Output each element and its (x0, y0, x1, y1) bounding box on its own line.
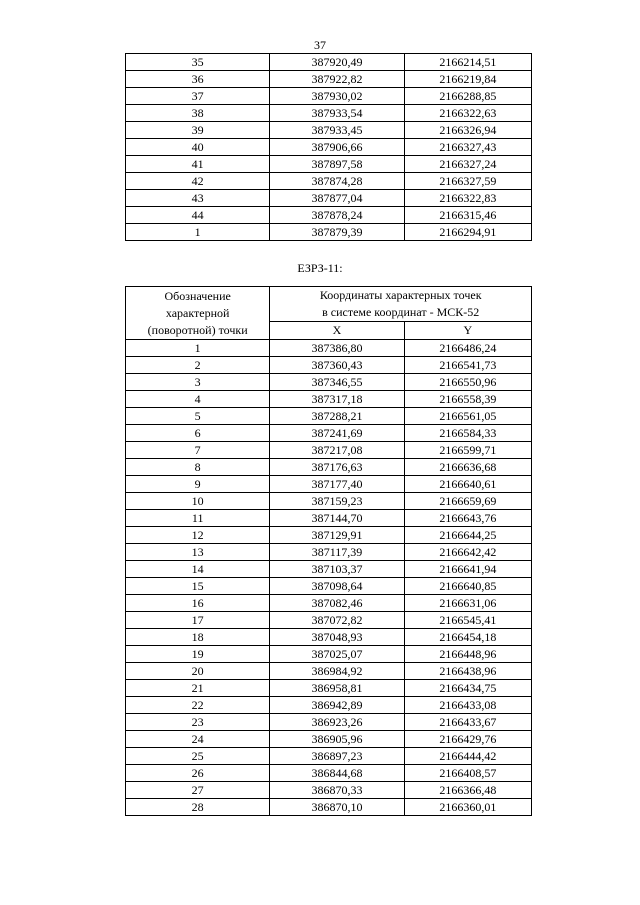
y-coordinate-cell: 2166641,94 (404, 561, 531, 578)
y-coordinate-cell: 2166558,39 (404, 391, 531, 408)
point-number-cell: 4 (126, 391, 270, 408)
y-coordinate-cell: 2166434,75 (404, 680, 531, 697)
y-coordinate-cell: 2166322,63 (404, 105, 531, 122)
table-row (126, 340, 532, 357)
header-label: (поворотной) точки (147, 322, 248, 337)
y-coordinate-cell: 2166561,05 (404, 408, 531, 425)
y-coordinate-cell: 2166294,91 (404, 224, 531, 241)
table-row (126, 105, 532, 122)
x-coordinate-cell: 387346,55 (270, 374, 404, 391)
x-coordinate-cell: 387144,70 (270, 510, 404, 527)
y-coordinate-cell: 2166433,08 (404, 697, 531, 714)
point-number-cell: 18 (126, 629, 270, 646)
point-number-cell: 6 (126, 425, 270, 442)
x-coordinate-cell: 387288,21 (270, 408, 404, 425)
table-body (126, 340, 532, 816)
table-row (126, 510, 532, 527)
x-coordinate-cell: 387025,07 (270, 646, 404, 663)
point-number-cell: 13 (126, 544, 270, 561)
point-designation-header (126, 287, 270, 340)
x-coordinate-cell: 387877,04 (270, 190, 404, 207)
point-number-cell: 43 (126, 190, 270, 207)
x-coordinate-cell: 387897,58 (270, 156, 404, 173)
y-coordinate-cell: 2166541,73 (404, 357, 531, 374)
table-row (126, 374, 532, 391)
table-row (126, 476, 532, 493)
header-label: Координаты характерных точек (319, 288, 482, 302)
point-number-cell: 36 (126, 71, 270, 88)
point-number-cell: 27 (126, 782, 270, 799)
y-coordinate-cell: 2166545,41 (404, 612, 531, 629)
y-coordinate-cell: 2166643,76 (404, 510, 531, 527)
point-number-cell: 38 (126, 105, 270, 122)
table-row (126, 527, 532, 544)
x-coordinate-cell: 387933,54 (270, 105, 404, 122)
x-coordinate-cell: 387878,24 (270, 207, 404, 224)
y-coordinate-cell: 2166584,33 (404, 425, 531, 442)
y-coordinate-cell: 2166322,83 (404, 190, 531, 207)
table-row (126, 391, 532, 408)
table-row (126, 71, 532, 88)
table-row (126, 612, 532, 629)
x-coordinate-cell: 387933,45 (270, 122, 404, 139)
x-coordinate-cell: 387360,43 (270, 357, 404, 374)
table-row (126, 459, 532, 476)
y-coordinate-cell: 2166429,76 (404, 731, 531, 748)
point-number-cell: 37 (126, 88, 270, 105)
y-coordinate-cell: 2166327,43 (404, 139, 531, 156)
point-number-cell: 44 (126, 207, 270, 224)
y-coordinate-cell: 2166486,24 (404, 340, 531, 357)
table-row (126, 765, 532, 782)
y-coordinate-cell: 2166326,94 (404, 122, 531, 139)
table-row (126, 748, 532, 765)
point-number-cell: 24 (126, 731, 270, 748)
x-coordinate-cell: 386844,68 (270, 765, 404, 782)
x-coordinate-cell: 386897,23 (270, 748, 404, 765)
x-coordinate-cell: 387386,80 (270, 340, 404, 357)
header-label: Обозначение (164, 288, 231, 303)
x-coordinate-cell: 386984,92 (270, 663, 404, 680)
y-coordinate-cell: 2166315,46 (404, 207, 531, 224)
point-number-cell: 8 (126, 459, 270, 476)
x-coordinate-cell: 387317,18 (270, 391, 404, 408)
table-row (126, 88, 532, 105)
y-coordinate-cell: 2166444,42 (404, 748, 531, 765)
table-row (126, 731, 532, 748)
y-coordinate-cell: 2166214,51 (404, 54, 531, 71)
table-row (126, 578, 532, 595)
x-coordinate-cell: 387922,82 (270, 71, 404, 88)
x-coordinate-cell: 386870,10 (270, 799, 404, 816)
point-number-cell: 15 (126, 578, 270, 595)
point-number-cell: 21 (126, 680, 270, 697)
y-coordinate-cell: 2166288,85 (404, 88, 531, 105)
y-coordinate-cell: 2166327,59 (404, 173, 531, 190)
table-row (126, 357, 532, 374)
x-coordinate-cell: 386958,81 (270, 680, 404, 697)
x-coordinate-cell: 387241,69 (270, 425, 404, 442)
coordinates-header (270, 287, 532, 322)
page-number: 37 (314, 38, 326, 52)
y-coordinate-cell: 2166550,96 (404, 374, 531, 391)
table-row (126, 714, 532, 731)
table-row (126, 680, 532, 697)
point-number-cell: 12 (126, 527, 270, 544)
table-row (126, 122, 532, 139)
point-number-cell: 14 (126, 561, 270, 578)
y-coordinate-cell: 2166599,71 (404, 442, 531, 459)
table-row (126, 493, 532, 510)
x-coordinate-cell: 387217,08 (270, 442, 404, 459)
point-number-cell: 3 (126, 374, 270, 391)
table-row (126, 782, 532, 799)
point-number-cell: 1 (126, 340, 270, 357)
y-coordinate-cell: 2166408,57 (404, 765, 531, 782)
y-coordinate-cell: 2166366,48 (404, 782, 531, 799)
y-coordinate-cell: 2166631,06 (404, 595, 531, 612)
x-coordinate-cell: 387098,64 (270, 578, 404, 595)
x-coordinate-cell: 387103,37 (270, 561, 404, 578)
y-coordinate-cell: 2166640,85 (404, 578, 531, 595)
y-coordinate-cell: 2166642,42 (404, 544, 531, 561)
point-number-cell: 7 (126, 442, 270, 459)
point-number-cell: 5 (126, 408, 270, 425)
x-coordinate-cell: 387906,66 (270, 139, 404, 156)
x-coordinate-cell: 386923,26 (270, 714, 404, 731)
point-number-cell: 17 (126, 612, 270, 629)
y-coordinate-cell: 2166219,84 (404, 71, 531, 88)
x-coordinate-cell: 387176,63 (270, 459, 404, 476)
y-coordinate-cell: 2166438,96 (404, 663, 531, 680)
x-coordinate-cell: 387117,39 (270, 544, 404, 561)
point-number-cell: 40 (126, 139, 270, 156)
y-coordinate-cell: 2166636,68 (404, 459, 531, 476)
table-row (126, 663, 532, 680)
table-row (126, 425, 532, 442)
point-number-cell: 23 (126, 714, 270, 731)
point-number-cell: 2 (126, 357, 270, 374)
point-number-cell: 1 (126, 224, 270, 241)
table-row (126, 173, 532, 190)
x-coordinate-cell: 387920,49 (270, 54, 404, 71)
table-row (126, 646, 532, 663)
x-coordinate-cell: 387177,40 (270, 476, 404, 493)
y-coordinate-cell: 2166448,96 (404, 646, 531, 663)
y-header: Y (404, 322, 531, 340)
x-coordinate-cell: 386870,33 (270, 782, 404, 799)
point-number-cell: 11 (126, 510, 270, 527)
header-label: характерной (165, 305, 230, 320)
point-number-cell: 39 (126, 122, 270, 139)
point-number-cell: 22 (126, 697, 270, 714)
table-row (126, 224, 532, 241)
point-number-cell: 10 (126, 493, 270, 510)
table-row (126, 207, 532, 224)
y-coordinate-cell: 2166644,25 (404, 527, 531, 544)
y-coordinate-cell: 2166360,01 (404, 799, 531, 816)
x-coordinate-cell: 386942,89 (270, 697, 404, 714)
point-number-cell: 42 (126, 173, 270, 190)
x-coordinate-cell: 387874,28 (270, 173, 404, 190)
coordinates-table (125, 286, 532, 816)
y-coordinate-cell: 2166433,67 (404, 714, 531, 731)
point-number-cell: 16 (126, 595, 270, 612)
table-row (126, 190, 532, 207)
point-number-cell: 26 (126, 765, 270, 782)
point-number-cell: 25 (126, 748, 270, 765)
table-row (126, 544, 532, 561)
y-coordinate-cell: 2166640,61 (404, 476, 531, 493)
table-header (126, 287, 532, 340)
table-row (126, 561, 532, 578)
table-row (126, 629, 532, 646)
y-coordinate-cell: 2166327,24 (404, 156, 531, 173)
y-coordinate-cell: 2166659,69 (404, 493, 531, 510)
point-number-cell: 35 (126, 54, 270, 71)
table-row (126, 799, 532, 816)
point-number-cell: 19 (126, 646, 270, 663)
point-number-cell: 41 (126, 156, 270, 173)
table-row (126, 54, 532, 71)
table-row (126, 697, 532, 714)
point-number-cell: 20 (126, 663, 270, 680)
y-coordinate-cell: 2166454,18 (404, 629, 531, 646)
x-coordinate-cell: 387159,23 (270, 493, 404, 510)
point-number-cell: 9 (126, 476, 270, 493)
table-row (126, 156, 532, 173)
x-coordinate-cell: 387930,02 (270, 88, 404, 105)
x-header: X (270, 322, 404, 340)
point-number-cell: 28 (126, 799, 270, 816)
x-coordinate-cell: 387879,39 (270, 224, 404, 241)
table-row (126, 139, 532, 156)
table-row (126, 408, 532, 425)
x-coordinate-cell: 387129,91 (270, 527, 404, 544)
section-title: ЕЗРЗ-11: (297, 261, 343, 275)
table-body (126, 54, 532, 241)
header-label: в системе координат - МСК-52 (322, 305, 480, 319)
x-coordinate-cell: 387048,93 (270, 629, 404, 646)
table-row (126, 442, 532, 459)
coordinates-table-continued (125, 53, 532, 241)
x-coordinate-cell: 387072,82 (270, 612, 404, 629)
table-row (126, 595, 532, 612)
x-coordinate-cell: 386905,96 (270, 731, 404, 748)
x-coordinate-cell: 387082,46 (270, 595, 404, 612)
